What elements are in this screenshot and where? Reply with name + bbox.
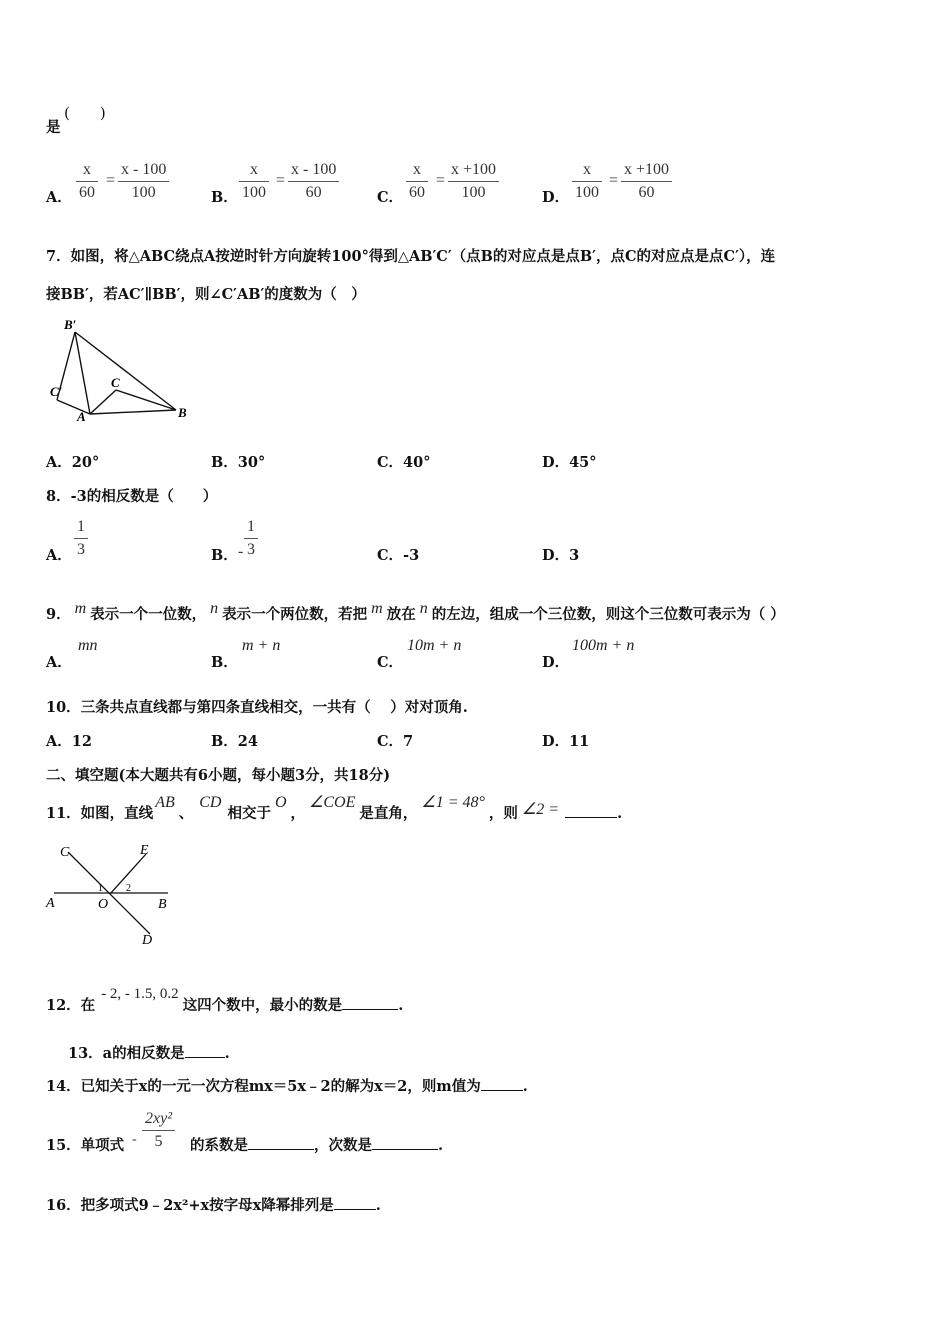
label-o: O [98,897,109,912]
segment-a-b [90,410,176,414]
q10-stem: 10．三条共点直线都与第四条直线相交，一共有（ ）对对顶角. [46,699,468,716]
fraction-denominator: 60 [638,184,655,201]
fraction-denominator: 100 [131,184,156,201]
fraction-denominator: 3 [247,541,255,558]
q6-option-b-letter: B． [211,189,238,206]
q9-option-b-expr: m + n [242,637,281,654]
segment-c-b [116,390,176,410]
q6-option-c-letter: C． [377,189,404,206]
line-cd: CD [199,794,222,811]
fraction-numerator: x [83,161,91,178]
q9-stem: 9． m 表示一个一位数， n 表示一个两位数，若把 m 放在 n 的左边，组成一个三位数，则这个三位数可表示为（ ） [46,600,785,623]
equals-sign: = [436,172,446,189]
fraction-numerator: 2xy² [145,1110,172,1127]
point-o: O [274,794,287,811]
equals-sign: = [106,172,116,189]
q7-option-b: B．30° [211,454,266,471]
q6-option-b-right-fraction [288,161,339,202]
fraction-denominator: 60 [305,184,322,201]
answer-blank[interactable] [565,817,617,818]
degree-blank[interactable] [372,1149,438,1150]
q8-option-a-fraction [74,518,88,559]
equals-sign: = [276,172,286,189]
q13-stem: 13．a的相反数是 . [68,1045,230,1062]
q6-option-b-left-fraction [239,161,269,202]
q8-option-a-letter: A． [46,547,72,564]
label-d: D [142,933,153,948]
fraction-denominator: 5 [154,1133,163,1150]
angle-2: ∠2 = [521,801,560,818]
q10-option-a: A．12 [46,733,92,750]
q9-option-d-letter: D． [542,654,570,671]
label-b: B [178,405,187,420]
q6-stem-tail: 是 [46,119,61,136]
segment-a-c [90,390,116,414]
q6-option-a-left-fraction [76,161,98,202]
q9-option-b-letter: B． [211,654,238,671]
q8-option-c: C．-3 [377,547,420,564]
q6-option-c-left-fraction [406,161,428,202]
fraction-numerator: x - 100 [121,161,167,178]
q8-option-b-letter: B． [211,547,238,564]
number-list: - 2, - 1.5, 0.2 [101,986,179,1002]
segment-b-prime-a [75,332,90,414]
label-e: E [140,843,149,858]
angle-coe: ∠COE [309,794,356,811]
q6-option-a-letter: A． [46,189,72,206]
q8-option-d: D．3 [542,547,580,564]
q6-option-a-right-fraction [118,161,169,202]
minus-sign: - [132,1132,137,1147]
q14-stem: 14．已知关于x的一元一次方程mx＝5x﹣2的解为x＝2，则m值为 . [46,1078,528,1095]
q12-stem: 12．在- 2, - 1.5, 0.2这四个数中，最小的数是 . [46,986,404,1014]
label-c: C [111,375,120,390]
label-angle-2: 2 [126,883,131,894]
q9-option-a-letter: A． [46,654,72,671]
label-angle-1: 1 [98,883,103,894]
q9-option-c-letter: C． [377,654,404,671]
q15-stem-rest: 的系数是 ，次数是 . [190,1137,444,1154]
q6-option-d-right-fraction [621,161,672,202]
fraction-denominator: 60 [79,184,95,201]
q15-stem-label: 15．单项式 [46,1137,125,1154]
fraction-numerator: x +100 [624,161,670,178]
fraction-numerator: x +100 [451,161,497,178]
fraction-denominator: 100 [461,184,486,201]
fraction-denominator: 3 [77,541,85,558]
coefficient-blank[interactable] [248,1149,314,1150]
q10-option-c: C．7 [377,733,414,750]
q10-option-d: D．11 [542,733,590,750]
q11-intersecting-lines-figure [44,840,178,948]
q7-option-d: D．45° [542,454,597,471]
label-a: A [46,896,55,911]
fraction-numerator: x [250,161,258,178]
label-c-prime: C′ [50,384,63,399]
minus-sign: - [238,543,244,560]
q6-answer-paren: ( ) [64,104,106,122]
q9-option-a-expr: mn [78,637,98,654]
fraction-numerator: x [413,161,421,178]
fraction-denominator: 60 [409,184,425,201]
fraction-numerator: 1 [77,518,85,535]
q15-monomial-fraction [142,1110,175,1151]
fraction-numerator: x - 100 [291,161,337,178]
fraction-denominator: 100 [242,184,266,201]
fraction-denominator: 100 [575,184,599,201]
label-c: C [60,845,70,860]
q7-option-c: C．40° [377,454,431,471]
answer-blank[interactable] [342,1009,398,1010]
fraction-numerator: x [583,161,591,178]
q6-option-d-letter: D． [542,189,570,206]
angle-1-value: ∠1 = 48° [421,794,485,811]
fraction-numerator: 1 [247,518,255,535]
var-n: n [210,600,219,617]
var-m: m [74,600,87,617]
q11-stem: 11．如图，直线AB、CD相交于O，∠COE是直角，∠1 = 48°，则 ∠2 = . [46,794,623,822]
equals-sign: = [609,172,619,189]
answer-blank[interactable] [481,1090,523,1091]
var-n: n [419,600,428,617]
q8-stem: 8．-3的相反数是（ ） [46,488,218,505]
q8-option-b-fraction [244,518,258,559]
q7-stem-line2: 接BB′，若AC′∥BB′，则∠C′AB′的度数为（ ） [46,286,366,303]
label-b-prime: B′ [64,317,77,332]
q7-option-a: A．20° [46,454,100,471]
q10-option-b: B．24 [211,733,258,750]
q6-option-d-left-fraction [572,161,602,202]
section-2-title: 二、填空题(本大题共有6小题，每小题3分，共18分) [46,767,391,784]
var-m: m [371,600,383,617]
line-ab: AB [155,794,175,811]
q6-option-c-right-fraction [448,161,499,202]
label-b: B [158,897,167,912]
segment-b-prime-b [75,332,176,410]
q9-option-c-expr: 10m + n [407,637,462,654]
q7-stem-line1: 7．如图，将△ABC绕点A按逆时针方向旋转100°得到△AB′C′（点B的对应点是点B′，点C的对应点是点C′），连 [46,248,776,265]
label-a: A [77,409,86,424]
q7-triangle-figure [44,314,204,426]
answer-blank[interactable] [334,1209,376,1210]
answer-blank[interactable] [185,1057,225,1058]
q9-option-d-expr: 100m + n [572,637,635,654]
q16-stem: 16．把多项式9﹣2x²+x按字母x降幂排列是 . [46,1197,381,1214]
